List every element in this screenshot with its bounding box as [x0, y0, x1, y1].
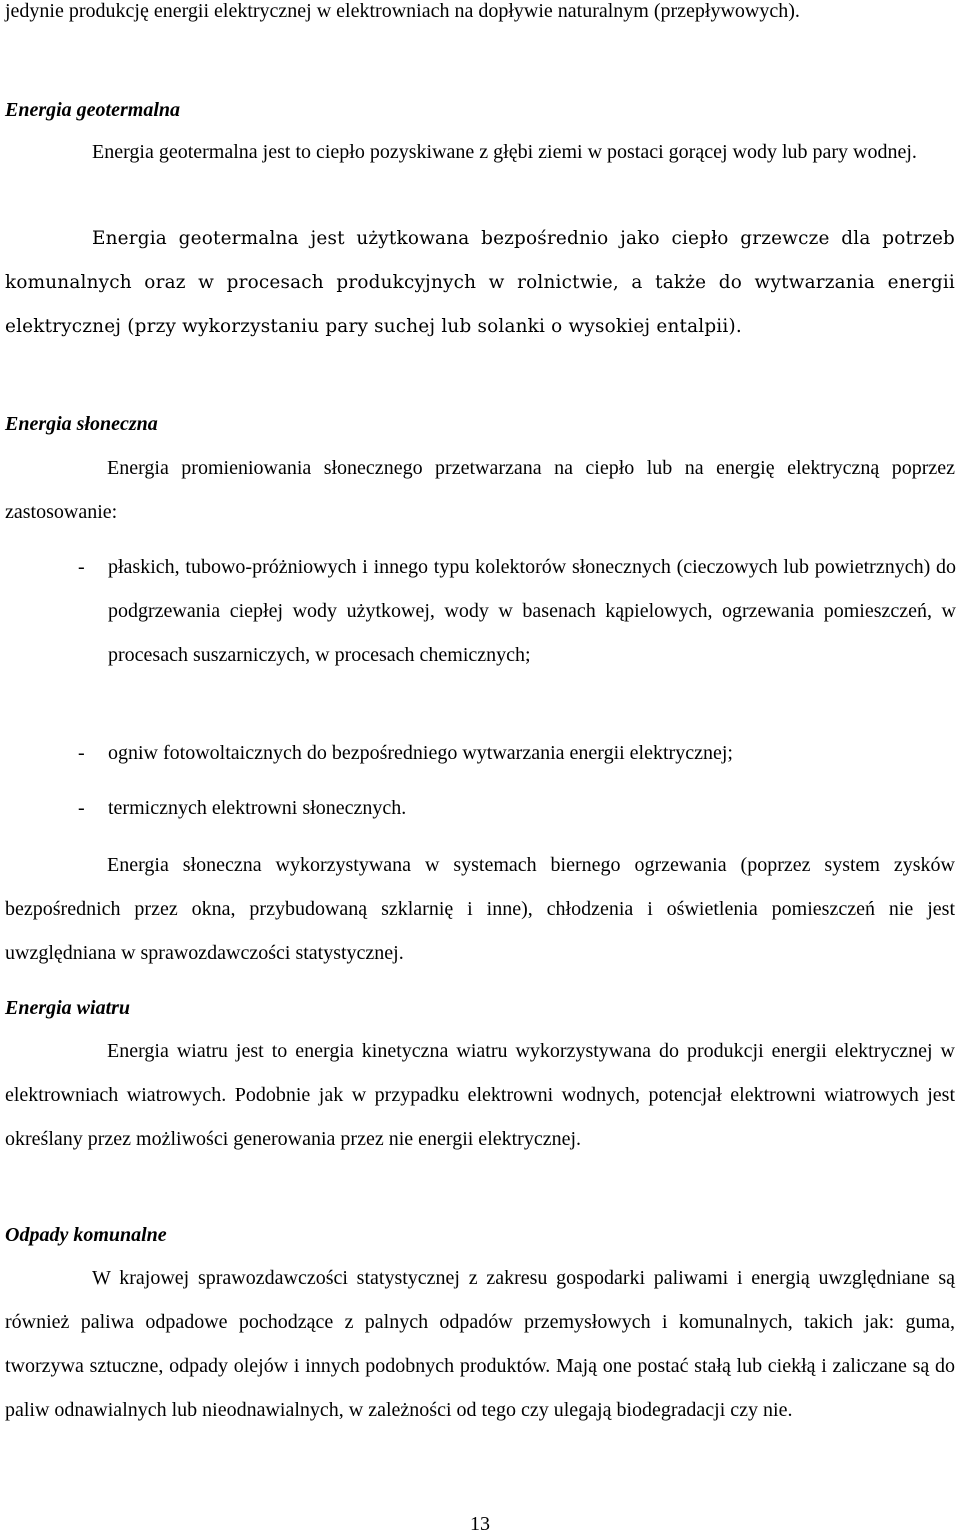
list-marker: -	[78, 742, 85, 764]
geothermal-definition-paragraph: Energia geotermalna jest to ciepło pozyskiwane z głębi ziemi w postaci gorącej wody lub pary wodnej.	[92, 141, 917, 163]
list-item-text: ogniw fotowoltaicznych do bezpośredniego wytwarzania energii elektrycznej;	[108, 742, 733, 764]
heading-energia-wiatru: Energia wiatru	[5, 997, 131, 1019]
heading-energia-geotermalna: Energia geotermalna	[5, 99, 181, 121]
wind-energy-paragraph: Energia wiatru jest to energia kinetyczna wiatru wykorzystywana do produkcji energii elektrycznej w elektrowniach wiatrowych. Podobnie jak w przypadku elektrowni wodnych, potencjał elektrowni wiatrowych jest określany przez możliwości generowania przez nie energii elektrycznej.	[5, 1040, 955, 1150]
list-item-text: termicznych elektrowni słonecznych.	[108, 797, 407, 819]
heading-odpady-komunalne: Odpady komunalne	[5, 1224, 167, 1246]
list-item-text: płaskich, tubowo-próżniowych i innego typu kolektorów słonecznych (cieczowych lub powietrznych) do podgrzewania ciepłej wody użytkowej, wody w basenach kąpielowych, ogrzewania pomieszczeń, w procesach suszarniczych, w procesach chemicznych;	[108, 556, 956, 666]
page-number: 13	[470, 1513, 490, 1535]
geothermal-usage-paragraph: Energia geotermalna jest użytkowana bezpośrednio jako ciepło grzewcze dla potrzeb komunalnych oraz w procesach produkcyjnych w rolnictwie, a także do wytwarzania energii elektrycznej (przy wykorzystaniu pary suchej lub solanki o wysokiej entalpii).	[5, 228, 955, 337]
heading-energia-sloneczna: Energia słoneczna	[5, 413, 158, 435]
solar-passive-paragraph: Energia słoneczna wykorzystywana w systemach biernego ogrzewania (poprzez system zysków bezpośrednich przez okna, przybudowaną szklarnię i inne), chłodzenia i oświetlenia pomieszczeń nie jest uwzględniana w sprawozdawczości statystycznej.	[5, 854, 955, 964]
intro-continuation-paragraph: jedynie produkcję energii elektrycznej w elektrowniach na dopływie naturalnym (przepływowych).	[5, 0, 800, 22]
municipal-waste-paragraph: W krajowej sprawozdawczości statystycznej z zakresu gospodarki paliwami i energią uwzględniane są również paliwa odpadowe pochodzące z palnych odpadów przemysłowych i komunalnych, takich jak: guma, tworzywa sztuczne, odpady olejów i innych podobnych produktów. Mają one postać stałą lub ciekłą i zaliczane są do paliw odnawialnych lub nieodnawialnych, w zależności od tego czy ulegają biodegradacji czy nie.	[5, 1267, 955, 1421]
list-marker: -	[78, 556, 85, 578]
list-marker: -	[78, 797, 85, 819]
solar-intro-paragraph: Energia promieniowania słonecznego przetwarzana na ciepło lub na energię elektryczną poprzez zastosowanie:	[5, 457, 955, 523]
